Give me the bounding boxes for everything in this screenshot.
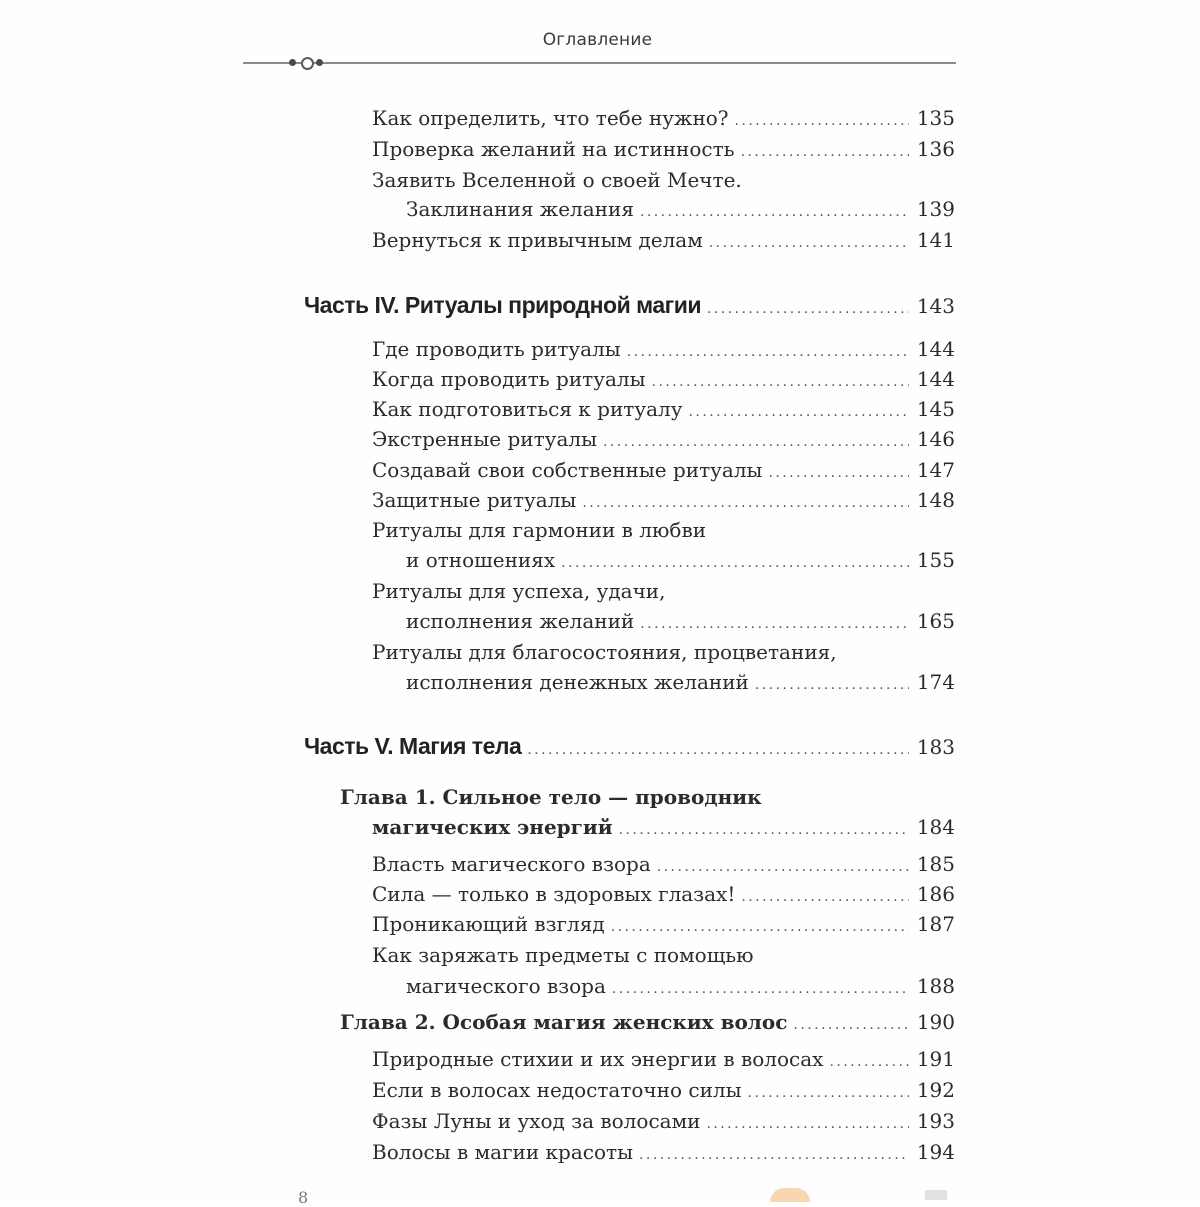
- toc-chapter-title: магических энергий: [372, 815, 613, 839]
- toc-entry[interactable]: [372, 1109, 955, 1133]
- toc-entry[interactable]: [372, 427, 955, 451]
- toc-entry[interactable]: [372, 337, 955, 361]
- toc-entry-title: Природные стихии и их энергии в волосах: [372, 1047, 824, 1071]
- dot-leader: [611, 919, 909, 935]
- dot-leader: [627, 344, 909, 360]
- toc-page-number: 188: [916, 974, 955, 998]
- dot-leader: [619, 822, 909, 838]
- toc-entry[interactable]: [406, 548, 955, 572]
- toc-entry[interactable]: [372, 1047, 955, 1071]
- toc-page-number: 148: [916, 488, 955, 512]
- toc-entry-title: и отношениях: [406, 548, 556, 572]
- toc-entry[interactable]: [372, 1078, 955, 1102]
- decorative-mark: [925, 1190, 947, 1200]
- toc-entry-title: Как подготовиться к ритуалу: [372, 397, 683, 421]
- toc-entry[interactable]: [372, 397, 955, 421]
- toc-page-number: 184: [916, 815, 955, 839]
- toc-page-number: 155: [916, 548, 955, 572]
- toc-page-number: 186: [916, 882, 955, 906]
- toc-page-number: 193: [916, 1109, 955, 1133]
- toc-page-number: 194: [916, 1140, 955, 1164]
- header-rule: [243, 62, 956, 64]
- dot-leader: [640, 616, 909, 632]
- toc-page-number: 144: [916, 337, 955, 361]
- toc-part-title: Часть V. Магия тела: [304, 733, 522, 759]
- dot-leader: [741, 889, 908, 905]
- toc-page-number: 146: [916, 427, 955, 451]
- ornament-ring-icon: [301, 57, 314, 70]
- toc-page-number: 185: [916, 852, 955, 876]
- dot-leader: [603, 434, 909, 450]
- toc-entry[interactable]: [372, 1140, 955, 1164]
- toc-chapter-entry[interactable]: [340, 1010, 955, 1034]
- toc-page-number: 141: [916, 228, 955, 252]
- dot-leader: [829, 1054, 908, 1070]
- dot-leader: [657, 859, 909, 875]
- dot-leader: [748, 1085, 909, 1101]
- dot-leader: [706, 1116, 908, 1132]
- toc-entry[interactable]: [372, 852, 955, 876]
- ornament-icon: [287, 56, 327, 70]
- toc-page-number: 143: [916, 294, 955, 318]
- toc-entry[interactable]: [372, 137, 955, 161]
- running-head: Оглавление: [542, 30, 653, 50]
- toc-entry-title: Защитные ритуалы: [372, 488, 577, 512]
- toc-entry-title: исполнения денежных желаний: [406, 670, 749, 694]
- toc-entry-title-line1[interactable]: Ритуалы для успеха, удачи,: [372, 579, 666, 603]
- dot-leader: [793, 1017, 908, 1033]
- toc-entry-title: Фазы Луны и уход за волосами: [372, 1109, 701, 1133]
- toc-entry-title: Заклинания желания: [406, 197, 634, 221]
- toc-page-number: 190: [916, 1010, 955, 1034]
- dot-leader: [768, 465, 908, 481]
- toc-entry-title-line1[interactable]: Ритуалы для благосостояния, процветания,: [372, 640, 837, 664]
- toc-chapter-title-line1[interactable]: Глава 1. Сильное тело — проводник: [340, 785, 762, 809]
- toc-entry-title: Волосы в магии красоты: [372, 1140, 634, 1164]
- dot-leader: [561, 555, 909, 571]
- toc-page-number: 144: [916, 367, 955, 391]
- toc-part-entry[interactable]: [304, 733, 955, 760]
- toc-entry[interactable]: [372, 228, 955, 252]
- toc-page-number: 174: [916, 670, 955, 694]
- dot-leader: [741, 144, 909, 160]
- toc-page-number: 136: [916, 137, 955, 161]
- toc-entry[interactable]: [406, 197, 955, 221]
- toc-entry-title: Если в волосах недостаточно силы: [372, 1078, 742, 1102]
- toc-page-number: 135: [916, 106, 955, 130]
- dot-leader: [639, 1147, 909, 1163]
- toc-entry-title: Сила — только в здоровых глазах!: [372, 882, 736, 906]
- toc-chapter-entry[interactable]: [372, 815, 955, 839]
- toc-part-title: Часть IV. Ритуалы природной магии: [304, 292, 701, 318]
- dot-leader: [612, 981, 909, 997]
- toc-page-number: 145: [916, 397, 955, 421]
- toc-entry-title-line1[interactable]: Как заряжать предметы с помощью: [372, 943, 754, 967]
- toc-entry[interactable]: [372, 458, 955, 482]
- ornament-dot-icon: [316, 59, 323, 66]
- toc-entry[interactable]: [406, 609, 955, 633]
- dot-leader: [689, 404, 909, 420]
- toc-entry-title: Когда проводить ритуалы: [372, 367, 646, 391]
- toc-entry-title: исполнения желаний: [406, 609, 635, 633]
- toc-entry[interactable]: [372, 488, 955, 512]
- toc-entry-title: Вернуться к привычным делам: [372, 228, 703, 252]
- toc-page-number: 192: [916, 1078, 955, 1102]
- toc-entry[interactable]: [406, 974, 955, 998]
- dot-leader: [640, 204, 909, 220]
- toc-entry-title: Создавай свои собственные ритуалы: [372, 458, 763, 482]
- ornament-dot-icon: [289, 59, 296, 66]
- dot-leader: [707, 301, 909, 317]
- toc-entry-title-line1[interactable]: Ритуалы для гармонии в любви: [372, 518, 707, 542]
- toc-chapter-title: Глава 2. Особая магия женских волос: [340, 1010, 788, 1034]
- toc-page-number: 191: [916, 1047, 955, 1071]
- toc-page-number: 165: [916, 609, 955, 633]
- toc-page-number: 147: [916, 458, 955, 482]
- toc-entry[interactable]: [372, 106, 955, 130]
- toc-page-number: 187: [916, 912, 955, 936]
- toc-entry-title: Экстренные ритуалы: [372, 427, 597, 451]
- page-number-fragment: 8: [298, 1188, 309, 1207]
- dot-leader: [527, 742, 909, 758]
- toc-entry[interactable]: [372, 912, 955, 936]
- toc-entry[interactable]: [372, 367, 955, 391]
- toc-entry[interactable]: [406, 670, 955, 694]
- toc-page-number: 183: [916, 735, 955, 759]
- toc-entry-title: Проникающий взгляд: [372, 912, 605, 936]
- toc-entry[interactable]: [372, 882, 955, 906]
- toc-entry-title: Где проводить ритуалы: [372, 337, 621, 361]
- toc-entry-title: Проверка желаний на истинность: [372, 137, 735, 161]
- toc-entry-title: магического взора: [406, 974, 606, 998]
- toc-entry-title: Как определить, что тебе нужно?: [372, 106, 729, 130]
- dot-leader: [582, 495, 908, 511]
- toc-part-entry[interactable]: [304, 292, 955, 319]
- dot-leader: [709, 235, 909, 251]
- dot-leader: [735, 113, 909, 129]
- toc-entry-title: Власть магического взора: [372, 852, 651, 876]
- toc-entry-title-line1[interactable]: Заявить Вселенной о своей Мечте.: [372, 168, 742, 192]
- dot-leader: [755, 677, 909, 693]
- dot-leader: [652, 374, 909, 390]
- toc-page-number: 139: [916, 197, 955, 221]
